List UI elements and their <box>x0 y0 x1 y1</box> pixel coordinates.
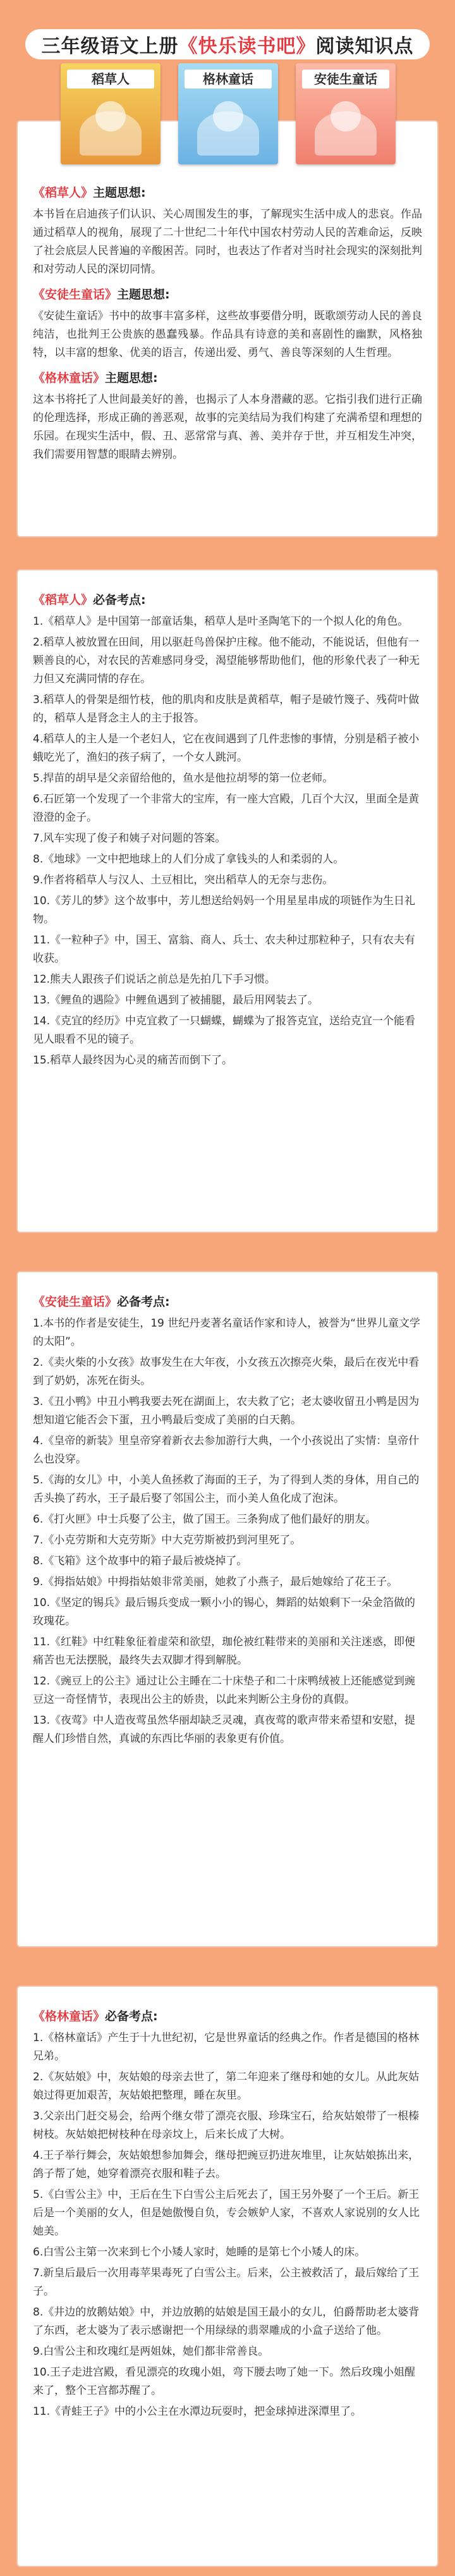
list-item: 5.《白雪公主》中，王后在生下白雪公主后死去了，国王另外娶了一个王后。新王后是一个美丽的女人，但是她傲慢自负，专会嫉妒人家，不喜欢人家说别的女人比她美。 <box>33 2188 420 2238</box>
title-part-1: 三年级语文上册 <box>41 35 179 58</box>
cover-illustration-icon <box>197 111 259 156</box>
list-item: 2.《卖火柴的小女孩》故事发生在大年夜，小女孩五次擦亮火柴，最后在夜光中看到了奶奶，冻死在街头。 <box>33 1356 420 1387</box>
section-title-book: 《格林童话》 <box>33 2009 106 2023</box>
section-title-andersen-points <box>33 1292 422 1309</box>
section-title-label: 主题思想: <box>93 186 146 200</box>
list-item: 8.《地球》一文中把地球上的人们分成了拿钱头的人和柔弱的人。 <box>33 853 344 866</box>
list-item: 1.《稻草人》是中国第一部童话集，稻草人是叶圣陶笔下的一个拟人化的角色。 <box>33 615 409 628</box>
grimm-points-list <box>33 2029 422 2421</box>
list-item: 7.《小克劳斯和大克劳斯》中大克劳斯被扔到河里死了。 <box>33 1534 301 1547</box>
list-item: 5.捍苗的胡早是父亲留给他的，鱼水是他拉胡琴的第一位老师。 <box>33 772 334 785</box>
list-item: 1.《格林童话》产生于十九世纪初，它是世界童话的经典之作。作者是德国的格林兄弟。 <box>33 2032 420 2063</box>
list-item: 13.《夜莺》中人造夜莺虽然华丽却缺乏灵魂，真夜莺的歌声带来希望和安慰，提醒人们珍惜自然，真诚的东西比华丽的表象更有价值。 <box>33 1714 416 1745</box>
list-item: 9.作者将稻草人与汉人、土豆相比，突出稻草人的无奈与悲伤。 <box>33 874 334 886</box>
title-part-2: 《快乐读书吧》 <box>178 35 316 58</box>
list-item: 4.《皇帝的新装》里皇帝穿着新衣去参加游行大典，一个小孩说出了实情：皇帝什么也没穿。 <box>33 1435 420 1466</box>
andersen-points-list <box>33 1315 422 1748</box>
list-item: 9.白雪公主和玫瑰红是两姐妹，她们都非常善良。 <box>33 2345 269 2358</box>
list-item: 15.稻草人最终因为心灵的痛苦而倒下了。 <box>33 1054 233 1067</box>
book-cover-andersen <box>296 63 396 164</box>
list-item: 13.《鲤鱼的遇险》中鲤鱼遇到了被捕腿，最后用网装去了。 <box>33 994 319 1007</box>
paragraph-andersen-theme: 《安徒生童话》书中的故事丰富多样，这些故事要借分明，既歌颂劳动人民的善良纯洁，也批判王公贵族的愚蠢残暴。作品具有诗意的美和喜剧性的幽默，风格独特，以丰富的想象、优美的语言，传递出爱、勇气、善良等深刻的人生哲理。 <box>33 310 422 359</box>
list-item: 3.《丑小鸭》中丑小鸭我要去死在湖面上，农夫救了它；老太婆收留丑小鸭是因为想知道它能否会下蛋，丑小鸭最后变成了美丽的白天鹅。 <box>33 1395 420 1426</box>
list-item: 6.白雪公主第一次来到七个小矮人家时，她睡的是第七个小矮人的床。 <box>33 2246 366 2259</box>
list-item: 7.风车实现了俊子和姨子对问题的答案。 <box>33 832 226 845</box>
section-title-book: 《稻草人》 <box>33 186 94 200</box>
list-item: 8.《井边的放鹅姑娘》中，并边放鹅的姑娘是国王最小的女儿，伯爵帮助老太婆背了东西，老太婆为了表示感谢把一个用绿绿的翡翠雕成的小盒子送给了他。 <box>33 2306 420 2337</box>
list-item: 14.《克宜的经历》中克宜救了一只蝴蝶，蝴蝶为了报答克宜，送给克宜一个能看见人眼看不见的镜子。 <box>33 1015 416 1046</box>
list-item: 10.《坚定的锡兵》最后锡兵变成一颗小小的锡心，舞蹈的姑娘剩下一朵金箔做的玫瑰花。 <box>33 1597 416 1628</box>
section-title-label: 主题思想: <box>105 371 158 385</box>
page-title <box>25 29 430 59</box>
list-item: 11.《红鞋》中红鞋象征着虚荣和欲望，珈伦被红鞋带来的美丽和关注迷惑，即便痛苦也无法摆脱，最终失去双脚才得到解脱。 <box>33 1636 416 1667</box>
list-item: 9.《拇指姑娘》中拇指姑娘非常美丽，她救了小燕子，最后她嫁给了花王子。 <box>33 1576 398 1588</box>
list-item: 3.父亲出门赶交易会，给两个继女带了漂亮衣服、珍珠宝石，给灰姑娘带了一根榛树枝。灰姑娘把树枝种在母亲坟上，后来长成了大树。 <box>33 2110 420 2141</box>
section-title-book: 《安徒生童话》 <box>33 1295 118 1309</box>
list-item: 8.《飞箱》这个故事中的箱子最后被烧掉了。 <box>33 1555 248 1567</box>
book-cover-straw <box>61 63 161 164</box>
list-item: 10.王子走进宫殿，看见漂亮的玫瑰小姐，弯下腰去吻了她一下。然后玫瑰小姐醒来了，整个王宫都苏醒了。 <box>33 2366 416 2397</box>
title-part-3: 阅读知识点 <box>315 35 414 58</box>
list-item: 7.新皇后最后一次用毒苹果毒死了白雪公主。后来，公主被救活了，最后嫁给了王子。 <box>33 2267 420 2298</box>
list-item: 5.《海的女儿》中，小美人鱼拯救了海面的王子，为了得到人类的身体，用自己的舌头换了药水，王子最后娶了邻国公主，而小美人鱼化成了泡沫。 <box>33 1474 420 1505</box>
grimm-key-points-card <box>16 1985 439 2567</box>
section-title-straw-points <box>33 591 422 608</box>
andersen-key-points-card <box>16 1271 439 1947</box>
list-item: 4.王子举行舞会，灰姑娘想参加舞会，继母把豌豆扔进灰堆里，让灰姑娘拣出来，鸽子帮了她，她穿着漂亮衣服和鞋子去。 <box>33 2149 420 2180</box>
section-title-grimm <box>33 369 422 386</box>
paragraph-grimm-theme: 这本书将托了人世间最美好的善，也揭示了人本身潜藏的恶。它指引我们进行正确的伦理选择，形成正确的善恶观，故事的完美结局为我们构建了充满希望和理想的乐园。在现实生活中，假、丑、恶常常与真、善、美并存于世，并互相发生冲突，我们需要用智慧的眼睛去辨别。 <box>33 393 422 461</box>
straw-points-list <box>33 613 422 1070</box>
section-title-grimm-points <box>33 2007 422 2024</box>
cover-illustration-icon <box>80 111 142 156</box>
list-item: 4.稻草人的主人是一个老妇人，它在夜间遇到了几件悲惨的事情，分别是稻子被小蛾吃光了，渔妇的孩子病了，一个女人跳河。 <box>33 733 420 764</box>
list-item: 12.熊夫人跟孩子们说话之前总是先拍几下手习惯。 <box>33 973 276 986</box>
book-cover-grimm <box>178 63 278 164</box>
list-item: 6.《打火匣》中士兵娶了公主，做了国王。三条狗成了他们最好的朋友。 <box>33 1513 377 1526</box>
book-covers <box>61 63 396 164</box>
book-cover-title: 安徒生童话 <box>302 70 389 89</box>
book-cover-title: 稻草人 <box>67 70 154 89</box>
straw-key-points-card <box>16 569 439 1233</box>
list-item: 6.石匠第一个发现了一个非常大的宝库，有一座大宫殿，几百个大汉，里面全是黄澄澄的金子。 <box>33 793 420 824</box>
section-title-label: 必备考点: <box>117 1295 170 1309</box>
section-title-book: 《格林童话》 <box>33 371 106 385</box>
list-item: 3.稻草人的骨架是细竹枝，他的肌肉和皮肤是黄稻草，帽子是破竹篾子、残荷叶做的，稻草人是肾念主人的主于报答。 <box>33 694 420 725</box>
summary-card <box>16 120 439 537</box>
section-title-book: 《安徒生童话》 <box>33 288 118 302</box>
list-item: 2.稻草人被放置在田间，用以驱赶鸟兽保护庄稼。他不能动，不能说话，但他有一颗善良的心，对农民的苦难感同身受，渴望能够帮助他们，他的形象代表了一种无力但又充满同情的存在。 <box>33 636 420 685</box>
list-item: 10.《芳儿的梦》这个故事中，芳儿想送给妈妈一个用星星串成的项链作为生日礼物。 <box>33 895 416 926</box>
section-title-book: 《稻草人》 <box>33 593 94 607</box>
paragraph-straw-theme: 本书旨在启迪孩子们认识、关心周围发生的事，了解现实生活中成人的悲哀。作品通过稻草人的视角，展现了二十世纪二十年代中国农村劳动人民的苦难命运，反映了社会底层人民普遍的辛酸困苦。同时，也表达了作者对当时社会现实的深刻批判和对劳动人民的深切同情。 <box>33 208 422 276</box>
section-title-andersen <box>33 285 422 302</box>
list-item: 11.《青蛙王子》中的小公主在水潭边玩耍时，把金球掉进深潭里了。 <box>33 2405 362 2418</box>
section-title-label: 主题思想: <box>117 288 170 302</box>
section-title-label: 必备考点: <box>93 593 146 607</box>
list-item: 12.《豌豆上的公主》通过让公主睡在二十床垫子和二十床鸭绒被上还能感觉到豌豆这一奇怪情节，表现出公主的娇贵，以此来判断公主身份的真假。 <box>33 1675 416 1706</box>
book-cover-title: 格林童话 <box>185 70 272 89</box>
section-title-straw <box>33 183 422 200</box>
list-item: 2.《灰姑娘》中，灰姑娘的母亲去世了，第二年迎来了继母和她的女儿。从此灰姑娘过得更加艰苦，灰姑娘把整理，睡在灰里。 <box>33 2071 420 2102</box>
cover-illustration-icon <box>315 111 377 156</box>
list-item: 1.本书的作者是安徒生，19 世纪丹麦著名童话作家和诗人，被誉为“世界儿童文学的太阳”。 <box>33 1317 421 1348</box>
section-title-label: 必备考点: <box>105 2009 158 2023</box>
list-item: 11.《一粒种子》中，国王、富翁、商人、兵士、农夫种过那粒种子，只有农夫有收获。 <box>33 934 416 965</box>
